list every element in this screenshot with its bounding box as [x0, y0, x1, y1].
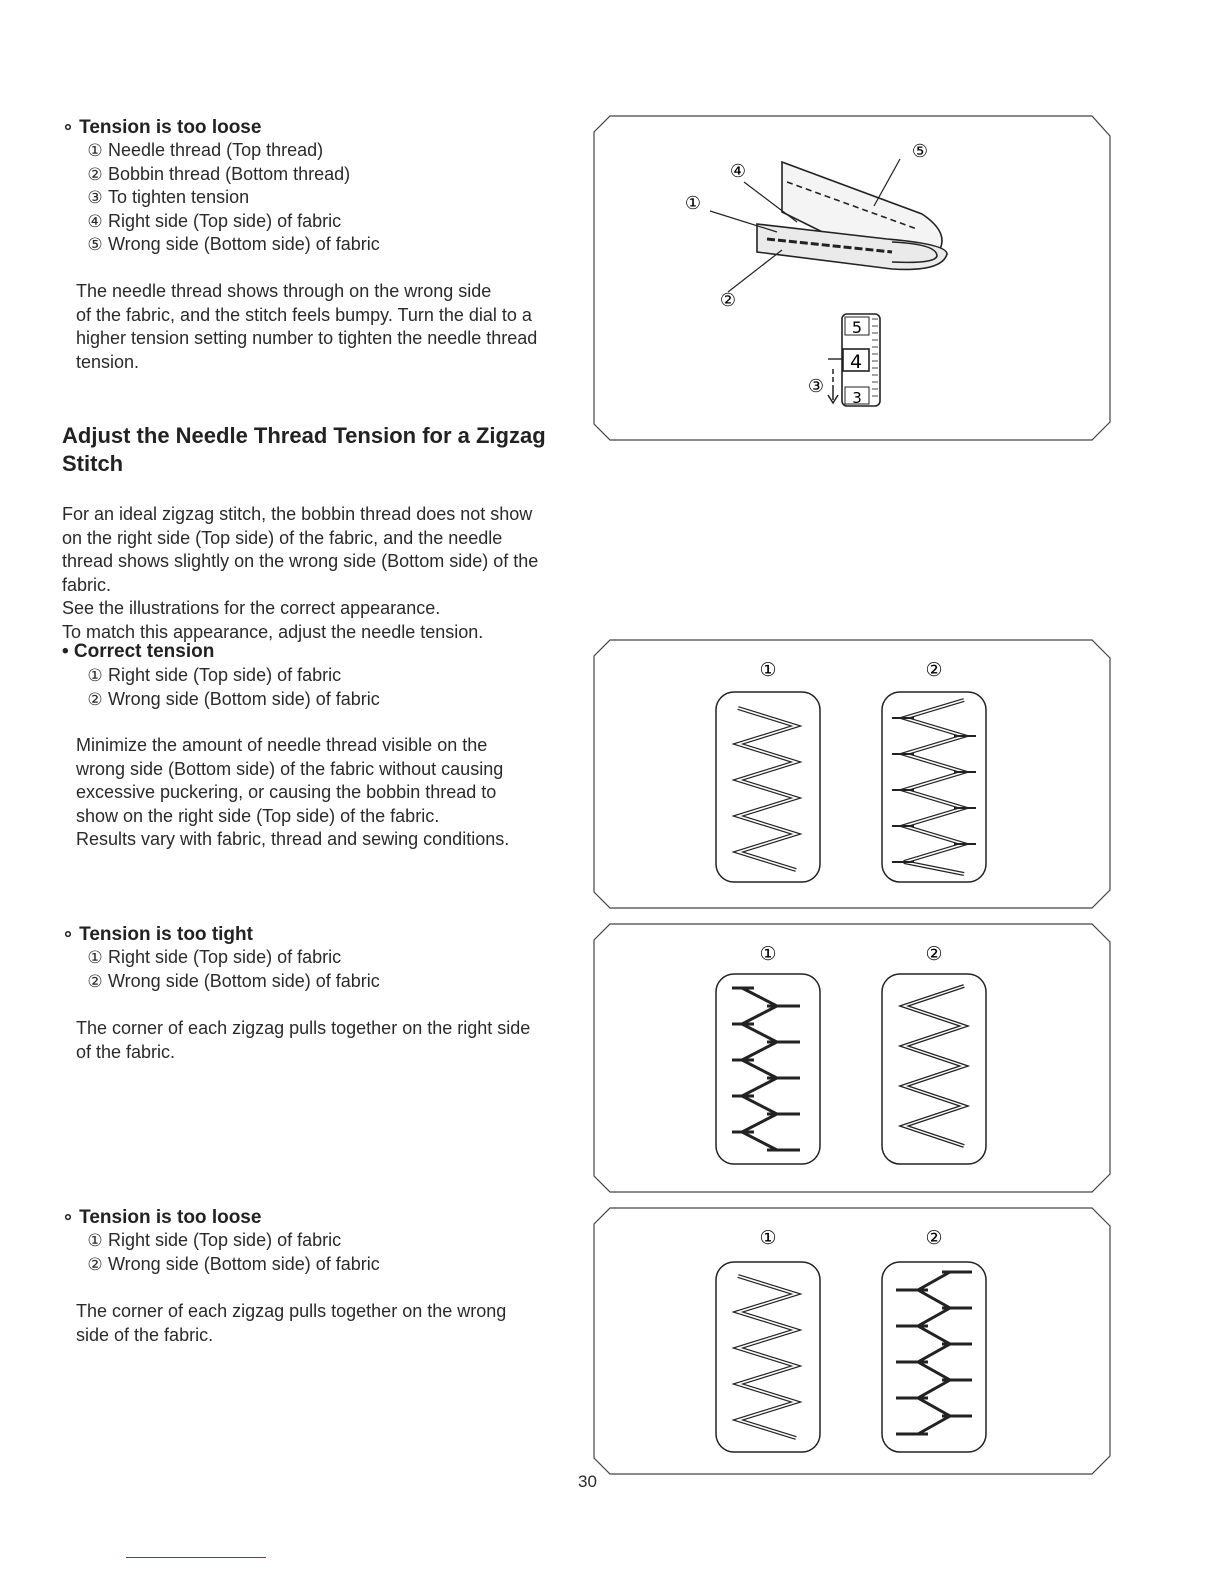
figure-label-4: ④: [729, 161, 747, 182]
legend-item: ② Wrong side (Bottom side) of fabric: [87, 1253, 380, 1274]
dial-number-3: 3: [852, 389, 862, 407]
loose2-legend: [86, 1229, 380, 1276]
panel-label-1: ①: [759, 1227, 777, 1249]
legend-item: ① Right side (Top side) of fabric: [87, 947, 342, 967]
panel-label-2: ②: [925, 1227, 943, 1249]
legend-item: ① Right side (Top side) of fabric: [87, 1230, 342, 1250]
figure-frame: [594, 924, 1110, 1192]
intro-paragraph: For an ideal zigzag stitch, the bobbin thread does not show on the right side (Top side) of the fabric, and the needle thread shows slightly on the wrong side (Bottom side) of the fabric. See the illustrations for the correct appearance. To match this appearance, adjust the needle tension.: [62, 504, 539, 642]
panel-label-1: ①: [759, 659, 777, 681]
footer-rule: [126, 1557, 266, 1558]
correct-paragraph: Minimize the amount of needle thread visible on the wrong side (Bottom side) of the fabric without causing excessive puckering, or causing the bobbin thread to show on the right side (Top side) of the fabric. Results vary with fabric, thread and sewing conditions.: [76, 735, 510, 849]
loose-legend: [86, 139, 380, 257]
panel-label-1: ①: [759, 943, 777, 965]
tight-tension-figure: [592, 922, 1114, 1194]
figure-frame: [594, 1208, 1110, 1474]
correct-heading: • Correct tension: [62, 641, 215, 662]
tight-paragraph: The corner of each zigzag pulls together on the right side of the fabric.: [76, 1018, 531, 1062]
figure-label-2: ②: [719, 290, 737, 311]
legend-item: ① Right side (Top side) of fabric: [87, 665, 342, 685]
fabric-illustration: [757, 162, 947, 269]
loose-tension-figure: [592, 1206, 1114, 1476]
section-title: Adjust the Needle Thread Tension for a Zigzag Stitch: [62, 423, 546, 476]
figure-label-1: ①: [684, 193, 702, 214]
page-number: 30: [578, 1472, 597, 1491]
legend-item: ① Needle thread (Top thread): [87, 140, 324, 160]
legend-item: ② Bobbin thread (Bottom thread): [87, 163, 351, 184]
tight-legend: [86, 946, 380, 993]
legend-item: ⑤ Wrong side (Bottom side) of fabric: [87, 234, 380, 254]
figure-label-5: ⑤: [911, 141, 929, 162]
tight-heading: ∘ Tension is too tight: [62, 924, 253, 945]
tension-dial: [828, 314, 880, 407]
tighten-arrow-icon: [828, 369, 838, 403]
legend-item: ② Wrong side (Bottom side) of fabric: [87, 970, 380, 991]
dial-number-4: 4: [849, 351, 863, 373]
legend-item: ② Wrong side (Bottom side) of fabric: [87, 688, 380, 709]
panel-label-2: ②: [925, 659, 943, 681]
figure-label-3: ③: [807, 376, 825, 397]
correct-tension-figure: [592, 638, 1114, 910]
fabric-tension-figure: [592, 114, 1114, 444]
figure-frame: [594, 640, 1110, 908]
loose-paragraph: The needle thread shows through on the wrong side of the fabric, and the stitch feels bumpy. Turn the dial to a higher tension setting number to tighten the needle thread tension.: [76, 281, 538, 372]
legend-item: ③ To tighten tension: [87, 187, 250, 207]
legend-item: ④ Right side (Top side) of fabric: [87, 210, 342, 231]
loose2-heading: ∘ Tension is too loose: [62, 1207, 262, 1228]
panel-label-2: ②: [925, 943, 943, 965]
fabric-swatch-right-side: [716, 692, 820, 882]
dial-number-5: 5: [851, 318, 863, 337]
loose-heading: ∘ Tension is too loose: [62, 117, 262, 138]
loose2-paragraph: The corner of each zigzag pulls together on the wrong side of the fabric.: [76, 1301, 507, 1345]
correct-legend: [86, 664, 380, 711]
